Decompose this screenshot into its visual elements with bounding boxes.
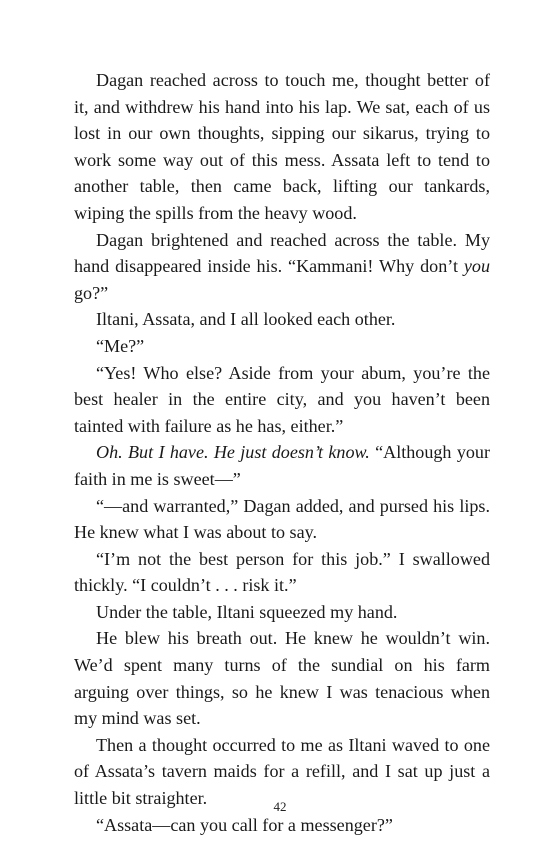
paragraph (74, 439, 490, 492)
paragraph-text: Dagan brightened and reached across the table. My hand disappeared inside his. “Kammani! Why don’t (74, 229, 490, 277)
paragraph-text: He blew his breath out. He knew he wouldn’t win. We’d spent many turns of the sundial on his farm arguing over things, so he knew I was tenacious when my mind was set. (74, 628, 490, 729)
paragraph-text: “I’m not the best person for this job.” I swallowed thickly. “I couldn’t . . . risk it.” (74, 548, 490, 596)
paragraph (74, 493, 490, 546)
paragraph-text: “Yes! Who else? Aside from your abum, you’re the best healer in the entire city, and you haven’t been tainted with failure as he has, either.” (74, 362, 490, 436)
paragraph (74, 227, 490, 307)
paragraph-text: “Me?” (96, 335, 145, 356)
paragraph (74, 67, 490, 227)
paragraph (74, 333, 490, 360)
paragraph (74, 625, 490, 731)
paragraph (74, 599, 490, 626)
paragraph (74, 360, 490, 440)
paragraph (74, 812, 490, 839)
paragraph-text: Iltani, Assata, and I all looked each other. (96, 309, 396, 330)
page-body (74, 67, 490, 838)
page-number: 42 (273, 799, 287, 814)
paragraph-text: “Assata—can you call for a messenger?” (96, 814, 393, 835)
paragraph-text: Then a thought occurred to me as Iltani waved to one of Assata’s tavern maids for a refill, and I sat up just a little bit straighter. (74, 734, 490, 809)
paragraph-text: “Although your faith in me is sweet—” (74, 442, 490, 489)
paragraph-text: Under the table, Iltani squeezed my hand. (96, 601, 398, 622)
italic-text: Oh. But I have. He just doesn’t know. (96, 442, 370, 463)
paragraph-text: go?” (74, 282, 109, 303)
paragraph (74, 546, 490, 599)
italic-text: you (463, 256, 490, 277)
paragraph-text: “—and warranted,” Dagan added, and pursed his lips. He knew what I was about to say. (74, 495, 490, 543)
paragraph-text: Dagan reached across to touch me, thought better of it, and withdrew his hand into his lap. We sat, each of us lost in our own thoughts, sipping our sikarus, trying to work some way out of this mess. Assata left to tend to another table, then came back, lifting our tankards, wiping the spills from the heavy wood. (74, 70, 490, 223)
paragraph (74, 306, 490, 333)
